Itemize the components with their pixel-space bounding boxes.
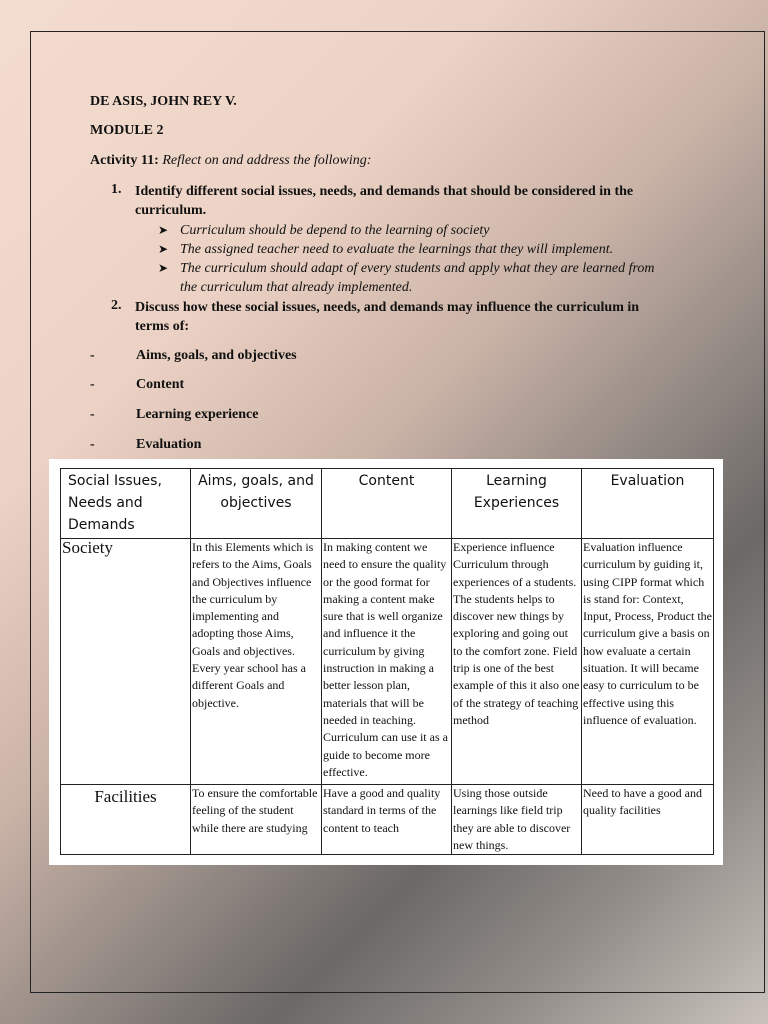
dash-item: - Evaluation <box>90 437 202 452</box>
dash-item: - Aims, goals, and objectives <box>90 348 297 363</box>
table-row <box>61 785 714 855</box>
table-cell: To ensure the comfortable feeling of the student while there are studying <box>191 785 322 855</box>
dash-item: - Content <box>90 377 185 392</box>
column-header: Aims, goals, and objectives <box>191 469 322 539</box>
column-header: Social Issues, Needs and Demands <box>61 469 191 539</box>
column-header: Content <box>322 469 452 539</box>
table-cell: Using those outside learnings like field trip they are able to discover new things. <box>452 785 582 855</box>
arrow-bullet-icon: ➤ <box>158 261 169 275</box>
module-title: MODULE 2 <box>90 123 164 138</box>
activity-instruction: Reflect on and address the following: <box>162 153 372 168</box>
curriculum-table <box>60 468 714 855</box>
question-1-text: Identify different social issues, needs, and demands that should be considered in the curriculum. <box>135 184 634 218</box>
table-cell: Evaluation influence curriculum by guiding it, using CIPP format which is stand for: Context, Input, Process, Product the curriculum give a basis on how evaluate a certain situation. It will became easy to curriculum to be effective using this influence of evaluation. <box>582 539 714 785</box>
activity-label: Activity 11: <box>90 153 159 168</box>
curriculum-table-image <box>49 459 723 865</box>
answer-item: ➤ Curriculum should be depend to the learning of society <box>158 223 490 238</box>
table-cell: In this Elements which is refers to the Aims, Goals and Objectives influence the curriculum by implementing and adopting those Aims, Goals and objectives. Every year school has a different Goals and objective. <box>191 539 322 785</box>
table-row <box>61 539 714 785</box>
answer-item: ➤ The curriculum should adapt of every students and apply what they are learned from the curriculum that already implemented. <box>158 261 655 295</box>
student-name: DE ASIS, JOHN REY V. <box>90 94 237 109</box>
answer-item: ➤ The assigned teacher need to evaluate the learnings that they will implement. <box>158 242 614 257</box>
table-cell: In making content we need to ensure the quality or the good format for making a content make sure that is well organize and influence it the curriculum by giving instruction in making a better lesson plan, materials that will be needed in teaching. Curriculum can use it as a guide to become more effective. <box>322 539 452 785</box>
column-header: Evaluation <box>582 469 714 539</box>
table-cell: Have a good and quality standard in terms of the content to teach <box>322 785 452 855</box>
row-label: Facilities <box>61 785 191 855</box>
row-label: Society <box>61 539 191 785</box>
arrow-bullet-icon: ➤ <box>158 223 169 237</box>
activity-heading <box>90 153 371 169</box>
question-2-text: Discuss how these social issues, needs, and demands may influence the curriculum in terms of: <box>135 300 640 334</box>
table-cell: Need to have a good and quality facilities <box>582 785 714 855</box>
dash-item: - Learning experience <box>90 407 259 422</box>
question-2-number: 2. <box>111 298 122 313</box>
question-1-number: 1. <box>111 182 122 197</box>
table-header-row <box>61 469 714 539</box>
table-cell: Experience influence Curriculum through experiences of a students. The students helps to discover new things by exploring and going out to the comfort zone. Field trip is one of the best example of this it also one of the strategy of teaching method <box>452 539 582 785</box>
arrow-bullet-icon: ➤ <box>158 242 169 256</box>
column-header: Learning Experiences <box>452 469 582 539</box>
